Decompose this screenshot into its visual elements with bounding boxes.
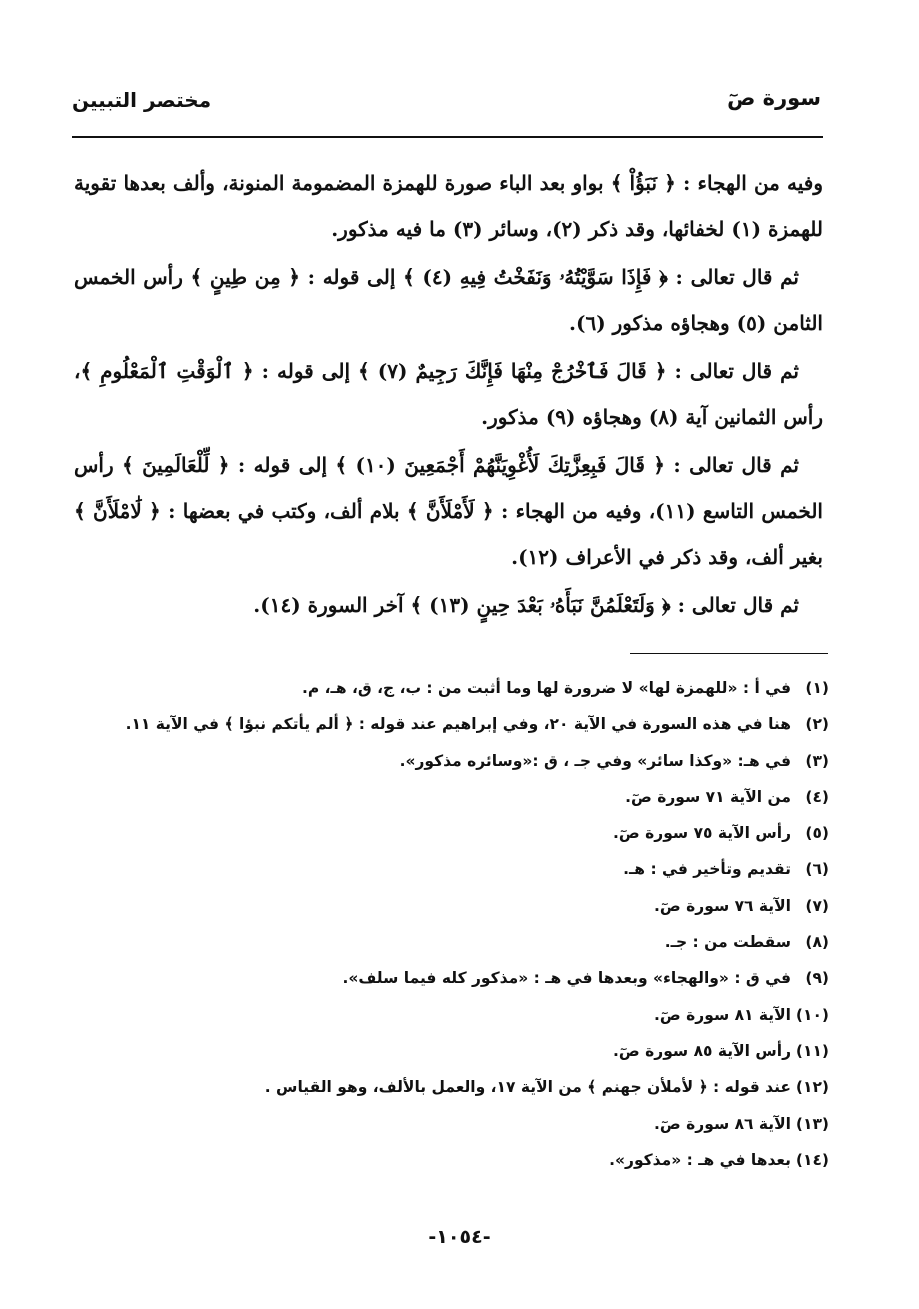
footnote-text: الآية ٨١ سورة صٓ. [654,1005,791,1024]
footnote-number: (١١) [795,1041,829,1060]
footnote [100,997,829,1033]
footnote-number: (١٤) [795,1150,829,1169]
footnote [100,779,829,815]
footnote [100,743,829,779]
footnote [100,1106,829,1142]
footnote-text: في أ : «للهمزة لها» لا ضرورة لها وما أثبت من : ب، ج، ق، هـ، م. [302,679,791,697]
footnote [100,924,829,960]
footnote-number: (٣) [805,751,829,770]
footnote [100,851,829,887]
footnote-number: (٢) [805,715,829,734]
footnote-number: (١) [805,679,829,697]
footnote-number: (٩) [805,969,829,988]
footnote [100,1069,829,1105]
footnote [100,1142,829,1178]
footnote [100,1033,829,1069]
running-header-surah: سورة صٓ [727,86,821,110]
footnote-text: في ق : «والهجاء» وبعدها في هـ : «مذكور كله فيما سلف». [342,969,791,988]
footnote-text: بعدها في هـ : «مذكور». [609,1150,791,1169]
page-number: -١٠٥٤- [428,1226,491,1248]
running-header-book-title: مختصر التبيين [72,88,212,112]
footnote-number: (١٣) [795,1114,829,1133]
main-text [74,160,823,630]
footnote-text: عند قوله : ﴿ لأملأن جهنم ﴾ من الآية ١٧، والعمل بالألف، وهو القياس . [264,1078,791,1097]
paragraph: ثم قال تعالى : ﴿ فَإِذَا سَوَّيْتُهُۥ وَنَفَخْتُ فِيهِ (٤) ﴾ إلى قوله : ﴿ مِن طِينٍ ﴾ رأس الخمس الثامن (٥) وهجاؤه مذكور (٦). [74,265,823,335]
footnote-text: رأس الآية ٨٥ سورة صٓ. [613,1041,791,1060]
footnote [100,706,829,742]
footnotes [100,670,829,1178]
paragraph: ثم قال تعالى : ﴿ قَالَ فَبِعِزَّتِكَ لَأُغْوِيَنَّهُمْ أَجْمَعِينَ (١٠) ﴾ إلى قوله : ﴿ لِّلْعَالَمِينَ ﴾ رأس الخمس التاسع (١١)، وفيه من الهجاء : ﴿ لَأَمْلَأَنَّ ﴾ بلام ألف، وكتب في بعضها : ﴿ لَٰامْلَأَنَّ ﴾ بغير ألف، وقد ذكر في الأعراف (١٢). [74,453,823,569]
footnote-text: في هـ: «وكذا سائر» وفي جـ ، ق :«وسائره مذكور». [399,751,791,770]
paragraph: ثم قال تعالى : ﴿ وَلَتَعْلَمُنَّ نَبَأَهُۥ بَعْدَ حِينٍ (١٣) ﴾ آخر السورة (١٤). [253,593,799,617]
footnote-number: (٦) [805,860,829,879]
footnote [100,815,829,851]
footnote-text: سقطت من : جـ. [664,933,791,952]
footnote-number: (٥) [805,824,829,843]
footnote-divider [630,653,828,654]
footnote-text: الآية ٧٦ سورة صٓ. [654,896,791,915]
footnote-text: الآية ٨٦ سورة صٓ. [654,1114,791,1133]
paragraph: وفيه من الهجاء : ﴿ نَبَؤُاْ ﴾ بواو بعد الباء صورة للهمزة المضمومة المنونة، وألف بعدها تقوية للهمزة (١) لخفائها، وقد ذكر (٢)، وسائر (٣) ما فيه مذكور. [74,171,823,241]
footnote-text: رأس الآية ٧٥ سورة صٓ. [613,824,791,843]
footnote-text: هنا في هذه السورة في الآية ٢٠، وفي إبراهيم عند قوله : ﴿ ألم يأتكم نبؤا ﴾ في الآية ١١. [125,715,791,734]
footnote-number: (١٢) [795,1078,829,1097]
footnote-number: (٨) [805,933,829,952]
header-divider [72,136,823,138]
footnote [100,888,829,924]
footnote-text: تقديم وتأخير في : هـ. [623,860,791,879]
footnote [100,670,829,706]
footnote-text: من الآية ٧١ سورة صٓ. [625,787,791,806]
footnote-number: (٤) [805,787,829,806]
footnote-number: (٧) [805,896,829,915]
footnote-number: (١٠) [795,1005,829,1024]
paragraph: ثم قال تعالى : ﴿ قَالَ فَٱخْرُجْ مِنْهَا فَإِنَّكَ رَجِيمٌ (٧) ﴾ إلى قوله : ﴿ ٱلْوَقْتِ ٱلْمَعْلُومِ ﴾، رأس الثمانين آية (٨) وهجاؤه (٩) مذكور. [74,359,823,429]
footnote [100,960,829,996]
